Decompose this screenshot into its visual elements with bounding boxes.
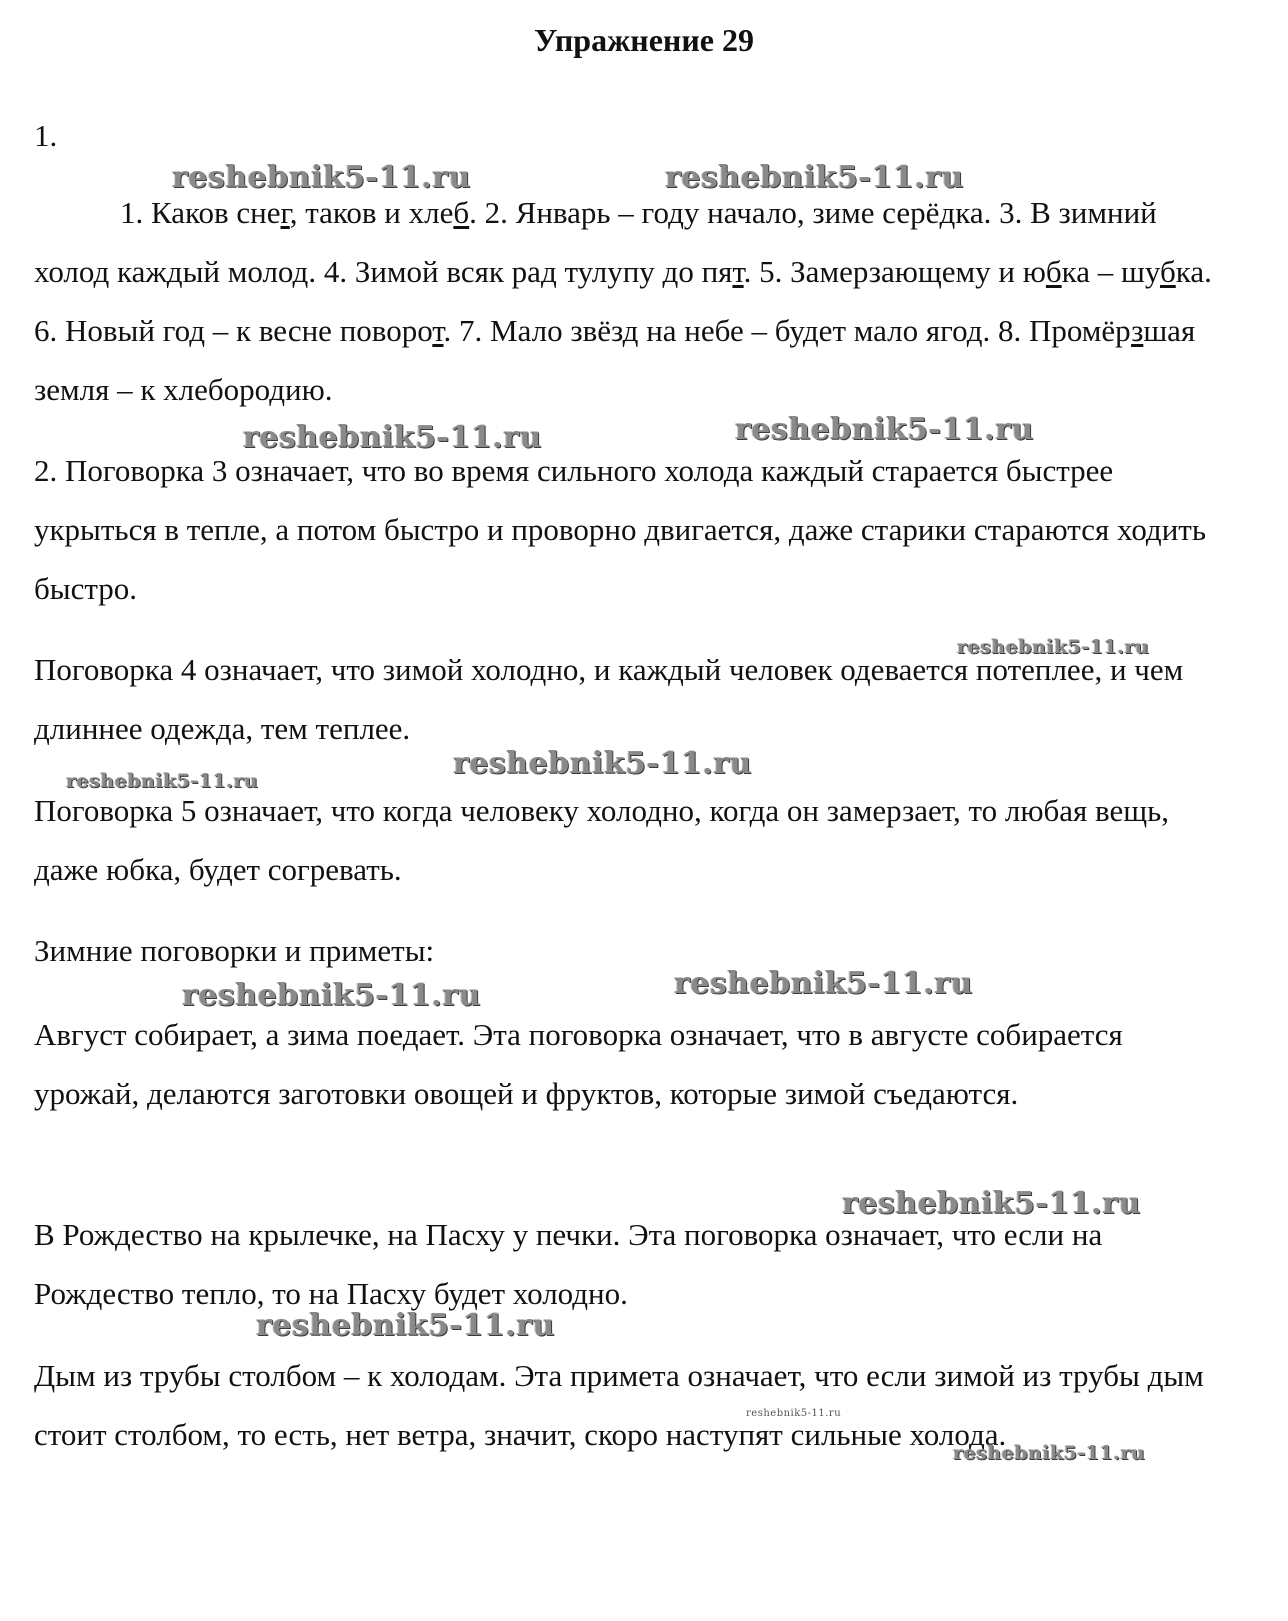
proverb-number: 6. — [34, 313, 65, 348]
proverb-text: тулупу до пя — [556, 254, 733, 289]
watermark: reshebnik5-11.ru — [453, 746, 752, 781]
proverb-text: Промёр — [1029, 313, 1132, 348]
underlined-letter: б — [1045, 254, 1062, 289]
proverb-number: 4. — [323, 254, 355, 289]
watermark: reshebnik5-11.ru — [243, 420, 542, 455]
underlined-letter: д — [292, 254, 309, 289]
watermark: reshebnik5-11.ru — [957, 636, 1150, 658]
explanation-proverb-3: 2. Поговорка 3 означает, что во время сильного холода каждый старается быстрее укрыться в тепле, а потом быстро и проворно двигается, даже старики стараются ходить быстро. — [34, 453, 1206, 606]
underlined-letter: д — [939, 195, 956, 230]
proverb-7 — [459, 313, 998, 348]
proverbs-paragraph — [34, 183, 1234, 419]
watermark: reshebnik5-11.ru — [66, 770, 259, 792]
proverb-number: 1. — [120, 195, 151, 230]
watermark: reshebnik5-11.ru — [665, 160, 964, 195]
watermark: reshebnik5-11.ru — [182, 978, 481, 1013]
proverb-text: . — [469, 195, 485, 230]
proverb-number: 5. — [759, 254, 791, 289]
proverb-text: В зимний холо — [34, 195, 1157, 289]
winter-sayings-heading: Зимние поговорки и приметы: — [34, 933, 435, 968]
proverb-number: 3. — [999, 195, 1031, 230]
proverb-text: Каков сне — [151, 195, 281, 230]
watermark: reshebnik5-11.ru — [674, 966, 973, 1001]
page-title: Упражнение 29 — [533, 22, 754, 58]
watermark: reshebnik5-11.ru — [746, 1408, 842, 1419]
underlined-letter: д — [622, 313, 639, 348]
proverb-5 — [759, 254, 1212, 289]
proverb-text: на небе – будет мало яго — [638, 313, 967, 348]
proverb-1 — [120, 195, 485, 230]
proverb-number: 8. — [998, 313, 1029, 348]
proverb-text: ка. — [955, 195, 1000, 230]
proverb-text: Новый го — [65, 313, 190, 348]
proverb-text: Замерзающему и ю — [790, 254, 1046, 289]
underlined-letter: з — [1131, 313, 1144, 348]
watermark: reshebnik5-11.ru — [735, 412, 1034, 447]
explanation-proverb-5: Поговорка 5 означает, что когда человеку холодно, когда он замерзает, то любая вещь, даже юбка, будет согревать. — [34, 793, 1170, 887]
proverb-number: 7. — [459, 313, 491, 348]
proverb-text: шая земля – к хлебородию. — [34, 313, 1196, 407]
section-number: 1. — [34, 118, 58, 153]
proverb-text: Зимой всяк ра — [354, 254, 541, 289]
watermark: reshebnik5-11.ru — [842, 1186, 1141, 1221]
proverb-text: ка – шу — [1061, 254, 1160, 289]
saying-august: Август собирает, а зима поедает. Эта поговорка означает, что в августе собирается урожай, делаются заготовки овощей и фруктов, которые зимой съедаются. — [34, 1017, 1123, 1111]
underlined-letter: б — [453, 195, 470, 230]
proverb-text: . — [308, 254, 324, 289]
proverb-text: . — [982, 313, 998, 348]
proverb-2 — [485, 195, 999, 230]
saying-christmas: В Рождество на крылечке, на Пасху у печки. Эта поговорка означает, что если на Рождество тепло, то на Пасху будет холодно. — [34, 1217, 1103, 1311]
underlined-letter: д — [966, 313, 983, 348]
proverb-number: 2. — [484, 195, 516, 230]
proverb-text: . — [743, 254, 760, 289]
underlined-letter: г — [280, 195, 290, 230]
proverb-text: Мало звёз — [490, 313, 623, 348]
underlined-letter: б — [1159, 254, 1176, 289]
proverb-text: . — [443, 313, 460, 348]
proverb-4 — [324, 254, 759, 289]
underlined-letter: т — [732, 254, 744, 289]
underlined-letter: д — [93, 254, 110, 289]
watermark: reshebnik5-11.ru — [172, 160, 471, 195]
saying-chimney-smoke: Дым из трубы столбом – к холодам. Эта примета означает, что если зимой из трубы дым стоит столбом, то есть, нет ветра, значит, скоро наступят сильные холода. — [34, 1358, 1204, 1452]
watermark: reshebnik5-11.ru — [953, 1442, 1146, 1464]
underlined-letter: д — [540, 254, 557, 289]
proverb-text: – к весне поворо — [205, 313, 433, 348]
proverb-6 — [34, 313, 459, 348]
watermark: reshebnik5-11.ru — [256, 1308, 555, 1343]
proverb-text: Январь – году начало, зиме серё — [515, 195, 940, 230]
underlined-letter: д — [189, 313, 206, 348]
explanation-proverb-4: Поговорка 4 означает, что зимой холодно, и каждый человек одевается потеплее, и чем длиннее одежда, тем теплее. — [34, 652, 1184, 746]
underlined-letter: т — [432, 313, 444, 348]
proverb-text: , таков и хле — [289, 195, 454, 230]
proverb-text: каждый моло — [109, 254, 293, 289]
proverb-text: ка. — [1175, 254, 1212, 289]
